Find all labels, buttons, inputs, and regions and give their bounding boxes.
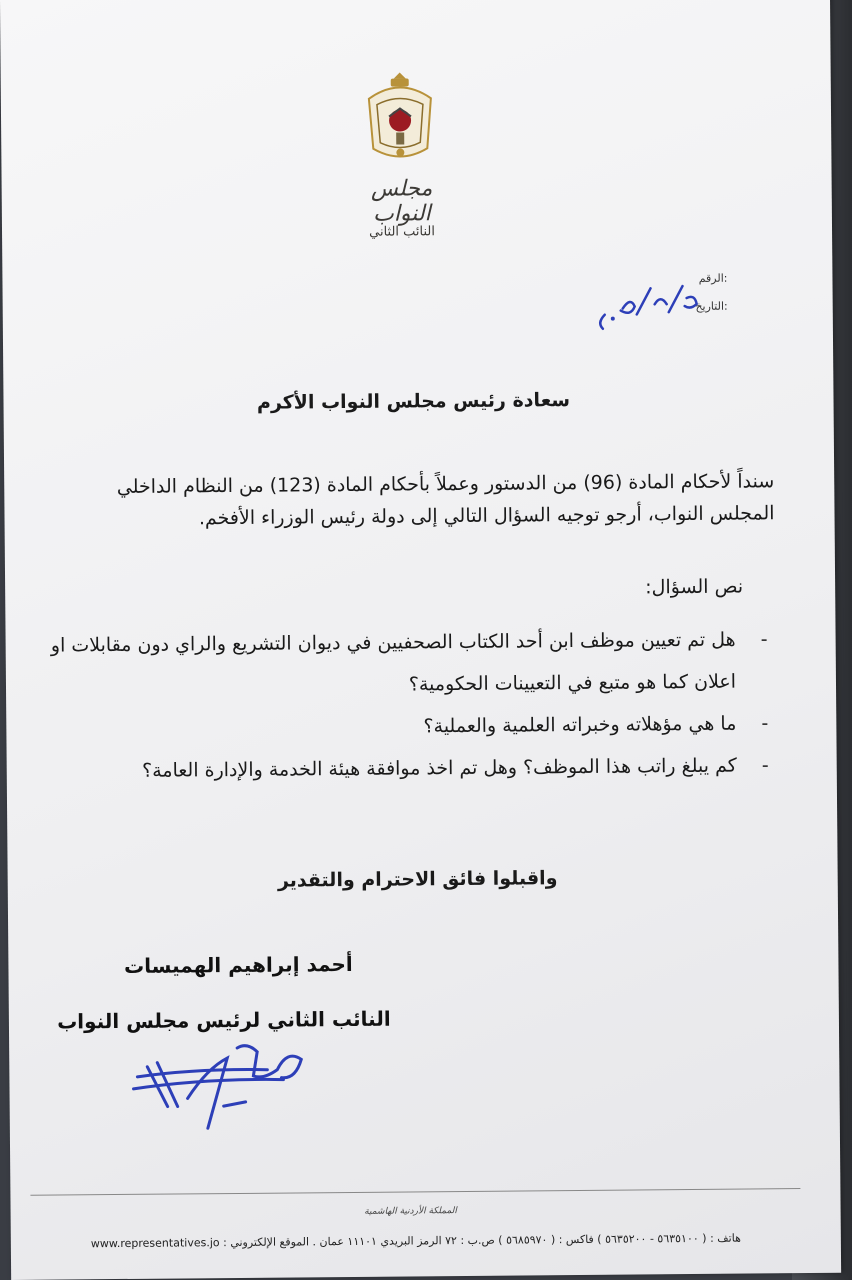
footer-contact-info: هاتف : ( ٥٦٣٥١٠٠ - ٥٦٣٥٢٠٠ ) فاكس : ( ٥٦٨٥٩٧٠ ) ص.ب : ٧٢ الرمز البريدي ١١١٠١ عمان . الموقع الإلكتروني : www.representatives.jo [90, 1231, 741, 1251]
intro-paragraph: سنداً لأحكام المادة (96) من الدستور وعملاً بأحكام المادة (123) من النظام الداخلي المجلس النواب، أرجو توجيه السؤال التالي إلى دولة رئيس الوزراء الأفخم. [116, 470, 775, 530]
footer-divider [30, 1188, 800, 1196]
handwritten-signature [127, 1037, 318, 1139]
reference-number-label: الرقم: [698, 271, 728, 285]
closing-salutation: واقبلوا فائق الاحترام والتقدير [277, 867, 558, 892]
signer-name: أحمد إبراهيم الهميسات [124, 951, 353, 978]
question-item: - هل تم تعيين موظف ابن أحد الكتاب الصحفيين في ديوان التشريع والراي دون مقابلات او اعلان كما هو متبع في التعيينات الحكومية؟ [45, 618, 776, 708]
handwritten-date [570, 274, 711, 335]
question-item: - كم يبلغ راتب هذا الموظف؟ وهل تم اخذ موافقة هيئة الخدمة والإدارة العامة؟ [47, 744, 777, 792]
signer-title: النائب الثاني لرئيس مجلس النواب [57, 1006, 391, 1034]
date-label: التاريخ: [695, 299, 728, 313]
council-name: مجلس النواب [370, 176, 433, 227]
question-heading: نص السؤال: [645, 575, 744, 599]
question-item: - ما هي مؤهلاته وخبراته العلمية والعملية؟ [46, 702, 776, 750]
deputy-title: النائب الثاني [369, 224, 436, 240]
coat-of-arms-emblem [363, 68, 438, 165]
footer-calligraphy-logo: المملكة الأردنية الهاشمية [364, 1206, 457, 1217]
question-list [45, 618, 776, 792]
addressee-heading: سعادة رئيس مجلس النواب الأكرم [256, 389, 571, 414]
